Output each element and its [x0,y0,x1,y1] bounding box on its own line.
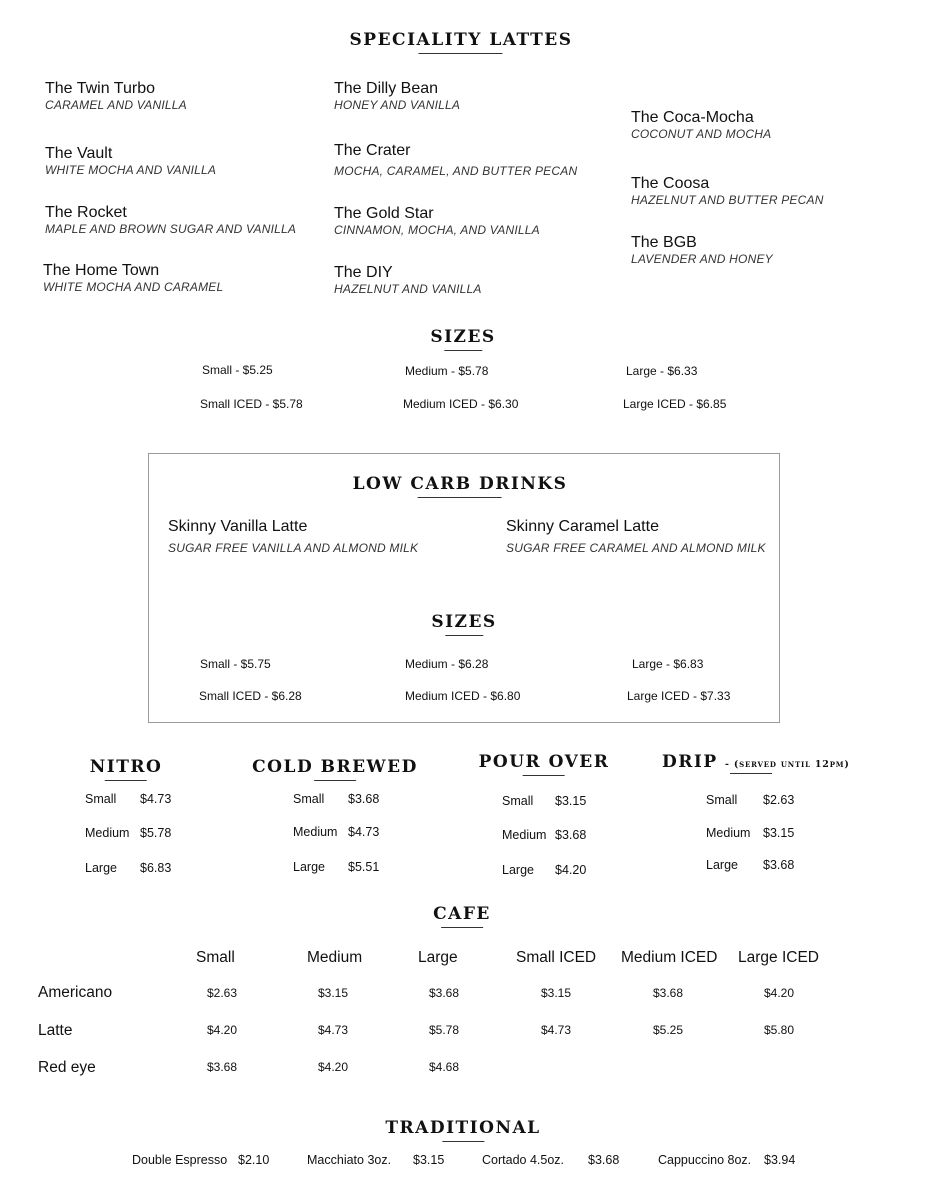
price: $6.83 [140,861,172,875]
item-name: The Dilly Bean [334,80,439,97]
menu-item [631,234,773,266]
size-label: Medium [706,826,751,840]
cafe-price: $3.68 [207,1060,238,1074]
item-name: Skinny Caramel Latte [506,518,659,535]
size-price: Medium ICED - $6.80 [405,689,521,703]
item-name: The Coca-Mocha [631,109,754,126]
cafe-price: $3.15 [541,986,572,1000]
price: $3.68 [348,792,380,806]
menu-item [45,80,187,112]
size-label: Large [706,858,738,872]
cafe-heading: CAFE [433,904,491,928]
price: $2.63 [763,793,795,807]
cold-brewed-heading: COLD BREWED [252,757,418,781]
item-name: The Gold Star [334,205,434,222]
traditional-item-price: $3.94 [764,1153,796,1167]
cafe-price: $4.73 [318,1023,349,1037]
cafe-price: $4.68 [429,1060,460,1074]
cafe-price: $2.63 [207,986,238,1000]
cafe-column-header: Medium ICED [621,949,718,966]
item-name: The DIY [334,264,393,281]
cafe-row-name: Red eye [38,1059,96,1076]
item-description: CINNAMON, MOCHA, AND VANILLA [334,223,540,237]
menu-item [334,142,577,178]
cafe-price: $3.68 [429,986,460,1000]
size-label: Medium [293,825,338,839]
cafe-column-header: Small [196,949,235,966]
price: $3.68 [763,858,795,872]
size-price: Medium - $6.28 [405,657,489,671]
price: $4.73 [140,792,172,806]
size-label: Small [85,792,117,806]
cafe-price: $4.20 [318,1060,349,1074]
cafe-row-name: Americano [38,984,113,1001]
item-description: HAZELNUT AND VANILLA [334,282,482,296]
cafe-column-header: Medium [307,949,363,966]
drip-heading-rule [730,773,772,774]
item-description: SUGAR FREE VANILLA AND ALMOND MILK [168,541,419,555]
price: $4.73 [348,825,380,839]
size-price: Large - $6.33 [626,364,698,378]
size-label: Large [293,860,325,874]
menu-item [168,518,418,555]
lowcarb-heading: LOW CARB DRINKS [353,474,568,498]
cafe-price: $3.15 [318,986,349,1000]
menu-item [45,204,296,236]
menu-item [631,175,824,207]
menu-item [334,80,460,112]
specialty-heading: SPECIALITY LATTES [350,30,573,54]
item-description: HAZELNUT AND BUTTER PECAN [631,193,824,207]
item-name: The BGB [631,234,697,251]
lowcarb-sizes-heading: SIZES [431,612,496,636]
size-label: Small [502,794,534,808]
item-name: The Coosa [631,175,710,192]
specialty-sizes-heading: SIZES [430,327,495,351]
menu-item [631,109,771,141]
traditional-item-price: $3.15 [413,1153,445,1167]
price: $3.68 [555,828,587,842]
item-description: MOCHA, CARAMEL, AND BUTTER PECAN [334,164,578,178]
item-name: The Crater [334,142,411,159]
item-name: The Rocket [45,204,127,221]
size-price: Small - $5.25 [202,363,273,377]
item-description: SUGAR FREE CARAMEL AND ALMOND MILK [506,541,766,555]
price: $4.20 [555,863,587,877]
menu-item [45,145,216,177]
traditional-item-name: Double Espresso [132,1153,228,1167]
nitro-heading: NITRO [90,757,163,781]
size-price: Small ICED - $6.28 [199,689,302,703]
item-description: HONEY AND VANILLA [334,98,461,112]
cafe-price: $3.68 [653,986,684,1000]
item-description: COCONUT AND MOCHA [631,127,772,141]
menu-item [334,205,540,237]
size-label: Medium [502,828,547,842]
cafe-row-name: Latte [38,1022,73,1039]
menu-item [43,262,223,294]
size-label: Large [85,861,117,875]
drip-note: - (served until 12pm) [725,759,850,770]
cafe-column-header: Large ICED [738,949,819,966]
item-name: The Home Town [43,262,160,279]
pour-over-heading: POUR OVER [479,752,610,776]
size-label: Large [502,863,534,877]
traditional-item-name: Cappuccino 8oz. [658,1153,752,1167]
size-price: Small ICED - $5.78 [200,397,303,411]
drip-heading: DRIP - (served until 12pm) [662,752,850,772]
traditional-item-price: $2.10 [238,1153,270,1167]
size-price: Large ICED - $7.33 [627,689,731,703]
cafe-price: $5.80 [764,1023,795,1037]
item-name: The Vault [45,145,113,162]
price: $3.15 [763,826,795,840]
item-name: Skinny Vanilla Latte [168,518,308,535]
cafe-price: $5.25 [653,1023,684,1037]
cafe-price: $4.20 [764,986,795,1000]
price: $5.78 [140,826,172,840]
menu-item [334,264,482,296]
traditional-heading: TRADITIONAL [385,1118,540,1142]
item-description: MAPLE AND BROWN SUGAR AND VANILLA [45,222,297,236]
item-description: CARAMEL AND VANILLA [45,98,187,112]
size-price: Medium ICED - $6.30 [403,397,519,411]
item-description: LAVENDER AND HONEY [631,252,773,266]
item-description: WHITE MOCHA AND CARAMEL [43,280,224,294]
item-description: WHITE MOCHA AND VANILLA [45,163,217,177]
traditional-item-name: Macchiato 3oz. [307,1153,392,1167]
size-price: Medium - $5.78 [405,364,489,378]
size-label: Medium [85,826,130,840]
cafe-column-header: Large [418,949,458,966]
price: $3.15 [555,794,587,808]
size-price: Large ICED - $6.85 [623,397,727,411]
cafe-price: $4.20 [207,1023,238,1037]
size-label: Small [293,792,325,806]
size-label: Small [706,793,738,807]
price: $5.51 [348,860,380,874]
size-price: Large - $6.83 [632,657,704,671]
size-price: Small - $5.75 [200,657,271,671]
traditional-item-price: $3.68 [588,1153,620,1167]
menu-item [506,518,766,555]
item-name: The Twin Turbo [45,80,155,97]
cafe-column-header: Small ICED [516,949,597,966]
traditional-item-name: Cortado 4.5oz. [482,1153,564,1167]
cafe-price: $5.78 [429,1023,460,1037]
cafe-price: $4.73 [541,1023,572,1037]
